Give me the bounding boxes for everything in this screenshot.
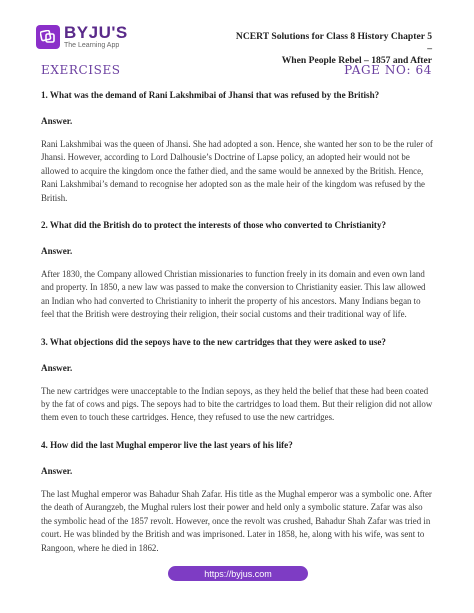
answer-text: After 1830, the Company allowed Christian missionaries to function freely in its domain and even own land and property. In 1850, a new law was passed to make the conversion to Christianity easier. This law allowed an Indian who had converted to Christianity to inherit the property of his ancestors. Many Indians began to feel that the British were destroying their religion, their social customs and their traditional way of life. — [41, 269, 426, 320]
answer-text: The new cartridges were unacceptable to the Indian sepoys, as they held the belief that these had been coated by the fat of cows and pigs. The sepoys had to bite the cartridges to load them. But their religion did not allow them even to touch these cartridges. Hence, they refused to use the new cartridges. — [41, 385, 433, 423]
question: 4. How did the last Mughal emperor live the last years of his life? — [41, 439, 293, 450]
question: 1. What was the demand of Rani Lakshmibai of Jhansi that was refused by the British? — [41, 90, 380, 100]
answer-text: The last Mughal emperor was Bahadur Shah Zafar. His title as the Mughal emperor was a symbolic one. After the death of Aurangzeb, the Mughal rulers lost their power and held only a symbolic stature. Zafar was also the symbolic head of the 1857 revolt. However, once the revolt was crushed, Bahadur Shah Zafar was tried in court. He was blinded by the British and was imprisoned. Later in 1858, he, along with his wife, was sent to Rangoon, where he died in 1862. — [41, 488, 432, 553]
answer-label: Answer. — [41, 116, 73, 126]
document-title-line1: NCERT Solutions for Class 8 History Chapter 5 – — [235, 31, 432, 54]
answer-label: Answer. — [41, 246, 73, 257]
document-title-line2: When People Rebel – 1857 and After — [281, 55, 432, 66]
qa-item — [41, 439, 433, 555]
answer-text: Rani Lakshmibai was the queen of Jhansi. She had adopted a son. Hence, she wanted her son to be the ruler of Jhansi. However, according to Lord Dalhousie’s Doctrine of Lapse policy, an adopted heir would not be allowed to acquire the kingdom once the father died, and the same would be annexed by the British. Hence, Rani Lakshmibai’s demand to recognise her adopted son as the male heir of the kingdom was refused by the British. — [41, 139, 433, 203]
byjus-logo[interactable] — [36, 24, 128, 49]
section-heading: EXERCISES — [41, 63, 121, 77]
footer-link-button[interactable] — [168, 566, 308, 581]
answer-label: Answer. — [41, 465, 73, 476]
brand-name: BYJU'S — [64, 23, 128, 42]
answer-label: Answer. — [41, 362, 73, 373]
qa-item — [41, 336, 433, 425]
question-answer-list — [41, 89, 433, 569]
question: 3. What objections did the sepoys have to the new cartridges that they were asked to use? — [41, 336, 386, 347]
footer-link[interactable]: https://byjus.com — [204, 568, 272, 579]
page-number: PAGE NO: 64 — [344, 63, 432, 77]
document-title — [232, 31, 432, 67]
qa-item — [41, 89, 433, 205]
byjus-logo-icon — [36, 25, 60, 49]
question: 2. What did the British do to protect the interests of those who converted to Christianity? — [41, 220, 387, 231]
qa-item — [41, 219, 433, 322]
brand-tagline: The Learning App — [64, 42, 120, 49]
